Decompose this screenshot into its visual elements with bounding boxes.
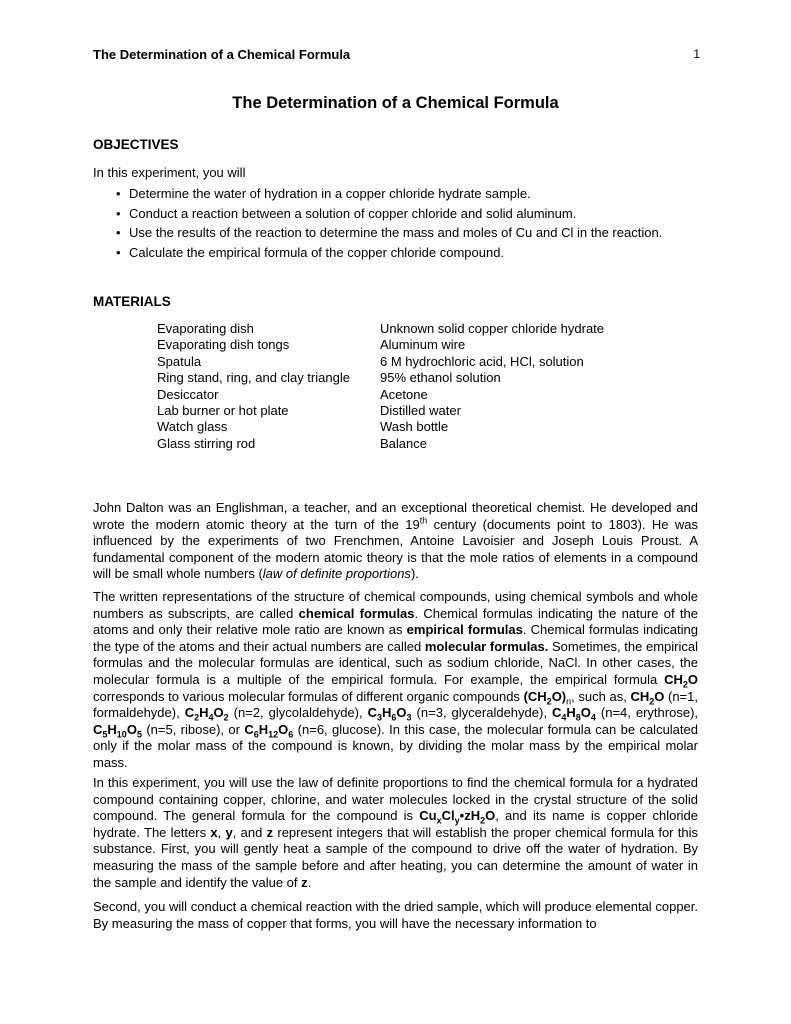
material-item: Spatula <box>157 353 202 369</box>
material-item: Unknown solid copper chloride hydrate <box>380 321 605 336</box>
objective-item: • Conduct a reaction between a solution of copper chloride and solid aluminum. <box>116 204 716 224</box>
material-item: Lab burner or hot plate <box>157 403 289 419</box>
materials-row <box>157 337 604 353</box>
materials-row <box>157 321 604 337</box>
materials-table <box>157 321 604 452</box>
material-item: 6 M hydrochloric acid, HCl, solution <box>380 353 584 369</box>
running-title: The Determination of a Chemical Formula <box>93 47 351 62</box>
paragraph-dalton: John Dalton was an Englishman, a teacher, and an exceptional theoretical chemist. He developed and wrote the modern atomic theory at the turn of the 19th century (documents point to 1803). He was influenced by the experiments of two Frenchmen, Antoine Lavoisier and Joseph Louis Proust. A fundamental component of the modern atomic theory is that the mole ratios of elements in a compound will be small whole numbers (law of definite proportions). <box>93 500 699 582</box>
formula-formaldehyde: $CH_2O$ <box>630 688 665 707</box>
material-item: Balance <box>380 435 427 451</box>
formula-glucose: $C_6H_{12}O_6$ <box>244 721 294 740</box>
material-item: 95% ethanol solution <box>380 370 501 386</box>
paragraph-experiment: In this experiment, you will use the law of definite proportions to find the chemical formula for a hydrated compound containing copper, chlorine, and water molecules locked in the crystal structure of the solid compound. The general formula for the compound is $Cu_xCl_y•zH_2O$, and its name is copper chloride hydrate. The letters x, y, and z represent integers that will establish the proper chemical formula for this substance. First, you will gently heat a sample of the compound to drive off the water of hydration. By measuring the mass of the sample before and after heating, you can determine the amount of water in the sample and identify the value of z. <box>93 775 699 890</box>
formula-general: $Cu_xCl_y•zH_2O$ <box>419 808 496 826</box>
page-number: 1 <box>693 47 700 61</box>
material-item: Watch glass <box>157 419 228 435</box>
materials-row <box>157 370 604 386</box>
objectives-intro: In this experiment, you will <box>93 165 246 180</box>
formula-glycolaldehyde: $C_2H_4O_2$ <box>184 705 229 723</box>
material-item: Wash bottle <box>380 419 449 435</box>
objectives-list <box>116 184 716 262</box>
formula-glyceraldehyde: $C_3H_6O_3$ <box>367 705 412 723</box>
formula-ch2o-n: $(CH_2O)$ <box>523 688 567 707</box>
running-header <box>93 47 700 62</box>
material-item: Distilled water <box>380 403 461 419</box>
materials-row <box>157 387 604 403</box>
document-title: The Determination of a Chemical Formula <box>232 94 559 112</box>
material-item: Aluminum wire <box>380 337 466 353</box>
materials-row <box>157 403 604 419</box>
materials-row <box>157 354 604 370</box>
materials-row <box>157 436 604 452</box>
formula-ch2o: $CH_2O$ <box>664 671 698 690</box>
objective-item: • Use the results of the reaction to determine the mass and moles of Cu and Cl in the reaction. <box>116 223 716 243</box>
material-item: Acetone <box>380 386 428 402</box>
objective-item: • Determine the water of hydration in a copper chloride hydrate sample. <box>116 184 716 204</box>
materials-row <box>157 419 604 435</box>
formula-ribose: $C_5H_{10}O_5$ <box>93 721 142 740</box>
material-item: Desiccator <box>157 386 219 402</box>
formula-erythrose: $C_4H_8O_4$ <box>551 705 596 723</box>
material-item: Evaporating dish tongs <box>157 337 290 353</box>
materials-heading: MATERIALS <box>93 294 171 309</box>
paragraph-second: Second, you will conduct a chemical reaction with the dried sample, which will produce elemental copper. By measuring the mass of copper that forms, you will have the necessary information to <box>93 899 698 931</box>
material-item: Glass stirring rod <box>157 435 256 451</box>
material-item: Ring stand, ring, and clay triangle <box>157 370 350 386</box>
paragraph-formulas: The written representations of the structure of chemical compounds, using chemical symbols and whole numbers as subscripts, are called chemical formulas. Chemical formulas indicating the nature of the atoms and only their relative mole ratio are known as empirical formulas. Chemical formulas indicating the type of the atoms and their actual numbers are called molecular formulas. Sometimes, the empirical formulas and the molecular formulas are identical, such as sodium chloride, NaCl. In other cases, the molecular formula is a multiple of the empirical formula. For example, the empirical formula $CH_2O$ corresponds to various molecular formulas of different organic compounds $(CH_2O)_n$, such as, $CH_2O$ (n=1, formaldehyde), $C_2H_4O_2$ (n=2, glycolaldehyde), $C_3H_6O_3$ (n=3, glyceraldehyde), $C_4H_8O_4$ (n=4, erythrose), $C_5H_{10}O_5$ (n=5, ribose), or $C_6H_{12}O_6$ (n=6, glucose). In this case, the molecular formula can be calculated only if the molar mass of the compound is known, by dividing the molar mass by the empirical molar mass. <box>93 589 699 770</box>
objectives-heading: OBJECTIVES <box>93 137 179 152</box>
objective-item: • Calculate the empirical formula of the copper chloride compound. <box>116 243 716 263</box>
material-item: Evaporating dish <box>157 321 254 336</box>
